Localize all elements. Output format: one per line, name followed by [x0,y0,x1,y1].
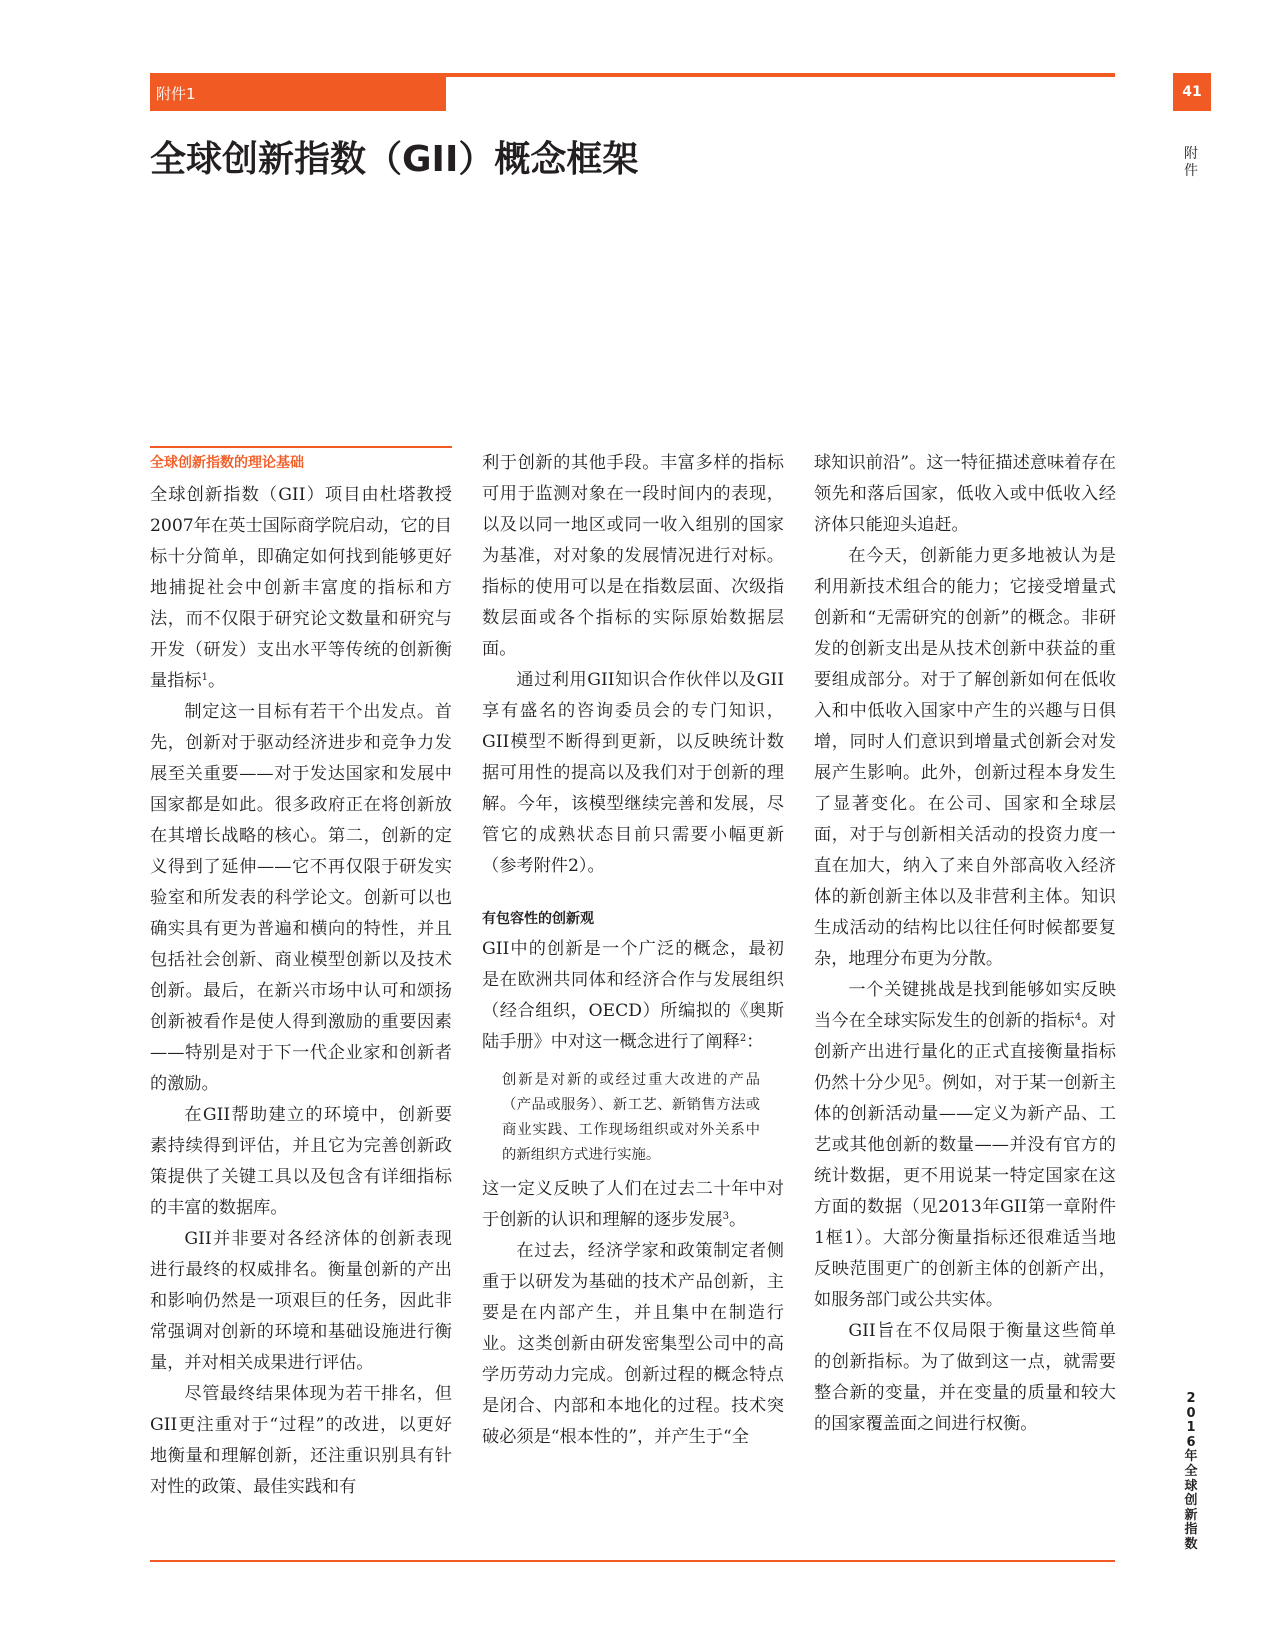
paragraph: 在过去，经济学家和政策制定者侧重于以研发为基础的技术产品创新，主要是在内部产生，并且集中在制造行业。这类创新由研发密集型公司中的高学历劳动力完成。创新过程的概念特点是闭合、内部和本地化的过程。技术突破必须是“根本性的”，并产生于“全 [482,1241,784,1447]
paragraph: 一个关键挑战是找到能够如实反映当今在全球实际发生的创新的指标$^4$。对创新产出进行量化的正式直接衡量指标仍然十分少见$^5$。例如，对于某一创新主体的创新活动量——定义为新产品、工艺或其他创新的数量——并没有官方的统计数据，更不用说某一特定国家在这方面的数据（见2013年GII第一章附件1框1）。大部分衡量指标还很难适当地反映范围更广的创新主体的创新产出，如服务部门或公共实体。 [814,980,1116,1310]
paragraph: 全球创新指数（GII）项目由杜塔教授2007年在英士国际商学院启动，它的目标十分简单，即确定如何找到能够更好地捕捉社会中创新丰富度的指标和方法，而不仅限于研究论文数量和研究与开发（研发）支出水平等传统的创新衡量指标$^1$。 [150,485,452,691]
paragraph: GII并非要对各经济体的创新表现进行最终的权威排名。衡量创新的产出和影响仍然是一项艰巨的任务，因此非常强调对创新的环境和基础设施进行衡量，并对相关成果进行评估。 [150,1229,452,1373]
paragraph: 制定这一目标有若干个出发点。首先，创新对于驱动经济进步和竞争力发展至关重要——对于发达国家和发展中国家都是如此。很多政府正在将创新放在其增长战略的核心。第二，创新的定义得到了延伸——它不再仅限于研发实验室和所发表的科学论文。创新可以也确实具有更为普遍和横向的特性，并且包括社会创新、商业模型创新以及技术创新。最后，在新兴市场中认可和颂扬创新被看作是使人得到激励的重要因素——特别是对于下一代企业家和创新者的激励。 [150,702,452,1094]
column-3 [814,448,1116,1440]
column-1 [150,446,452,1503]
paragraph: 球知识前沿”。这一特征描述意味着存在领先和落后国家，低收入或中低收入经济体只能迎头追赶。 [814,453,1116,535]
page-title: 全球创新指数（GII）概念框架 [150,139,639,180]
paragraph: 这一定义反映了人们在过去二十年中对于创新的认识和理解的逐步发展$^3$。 [482,1179,784,1230]
annex-label: 附件1 [150,77,446,111]
side-section-label: 附件 [1184,146,1198,179]
footnote-ref: 2 [739,1033,747,1044]
column-2 [482,448,784,1453]
side-report-label: 2016年全球创新指数 [1184,1391,1198,1552]
section-heading-inclusive: 有包容性的创新观 [482,911,594,927]
footnote-ref: 5 [918,1074,925,1085]
paragraph: GII旨在不仅局限于衡量这些简单的创新指标。为了做到这一点，就需要整合新的变量，并在变量的质量和较大的国家覆盖面之间进行权衡。 [814,1321,1116,1434]
footer-rule [150,1560,1115,1562]
page-number: 41 [1173,73,1211,111]
paragraph: GII中的创新是一个广泛的概念，最初是在欧洲共同体和经济合作与发展组织（经合组织，OECD）所编拟的《奥斯陆手册》中对这一概念进行了阐释$^2$： [482,939,784,1052]
footnote-ref: 1 [201,672,208,683]
paragraph: 通过利用GII知识合作伙伴以及GII享有盛名的咨询委员会的专门知识，GII模型不断得到更新，以反映统计数据可用性的提高以及我们对于创新的理解。今年，该模型继续完善和发展，尽管它的成熟状态目前只需要小幅更新（参考附件2）。 [482,670,784,876]
footnote-ref: 4 [1074,1012,1082,1023]
definition-quote: 创新是对新的或经过重大改进的产品（产品或服务）、新工艺、新销售方法或商业实践、工作现场组织或对外关系中的新组织方式进行实施。 [502,1072,760,1163]
footnote-ref: 3 [722,1211,730,1222]
paragraph: 在今天，创新能力更多地被认为是利用新技术组合的能力；它接受增量式创新和“无需研究的创新”的概念。非研发的创新支出是从技术创新中获益的重要组成部分。对于了解创新如何在低收入和中低收入国家中产生的兴趣与日俱增，同时人们意识到增量式创新会对发展产生影响。此外，创新过程本身发生了显著变化。在公司、国家和全球层面，对于与创新相关活动的投资力度一直在加大，纳入了来自外部高收入经济体的新创新主体以及非营利主体。知识生成活动的结构比以往任何时候都要复杂，地理分布更为分散。 [814,546,1116,969]
section-heading-theory: 全球创新指数的理论基础 [150,446,452,474]
paragraph: 在GII帮助建立的环境中，创新要素持续得到评估，并且它为完善创新政策提供了关键工具以及包含有详细指标的丰富的数据库。 [150,1105,452,1218]
paragraph: 尽管最终结果体现为若干排名，但GII更注重对于“过程”的改进，以更好地衡量和理解创新，还注重识别具有针对性的政策、最佳实践和有 [150,1384,452,1497]
paragraph: 利于创新的其他手段。丰富多样的指标可用于监测对象在一段时间内的表现，以及以同一地区或同一收入组别的国家为基准，对对象的发展情况进行对标。指标的使用可以是在指数层面、次级指数层面或各个指标的实际原始数据层面。 [482,453,784,659]
